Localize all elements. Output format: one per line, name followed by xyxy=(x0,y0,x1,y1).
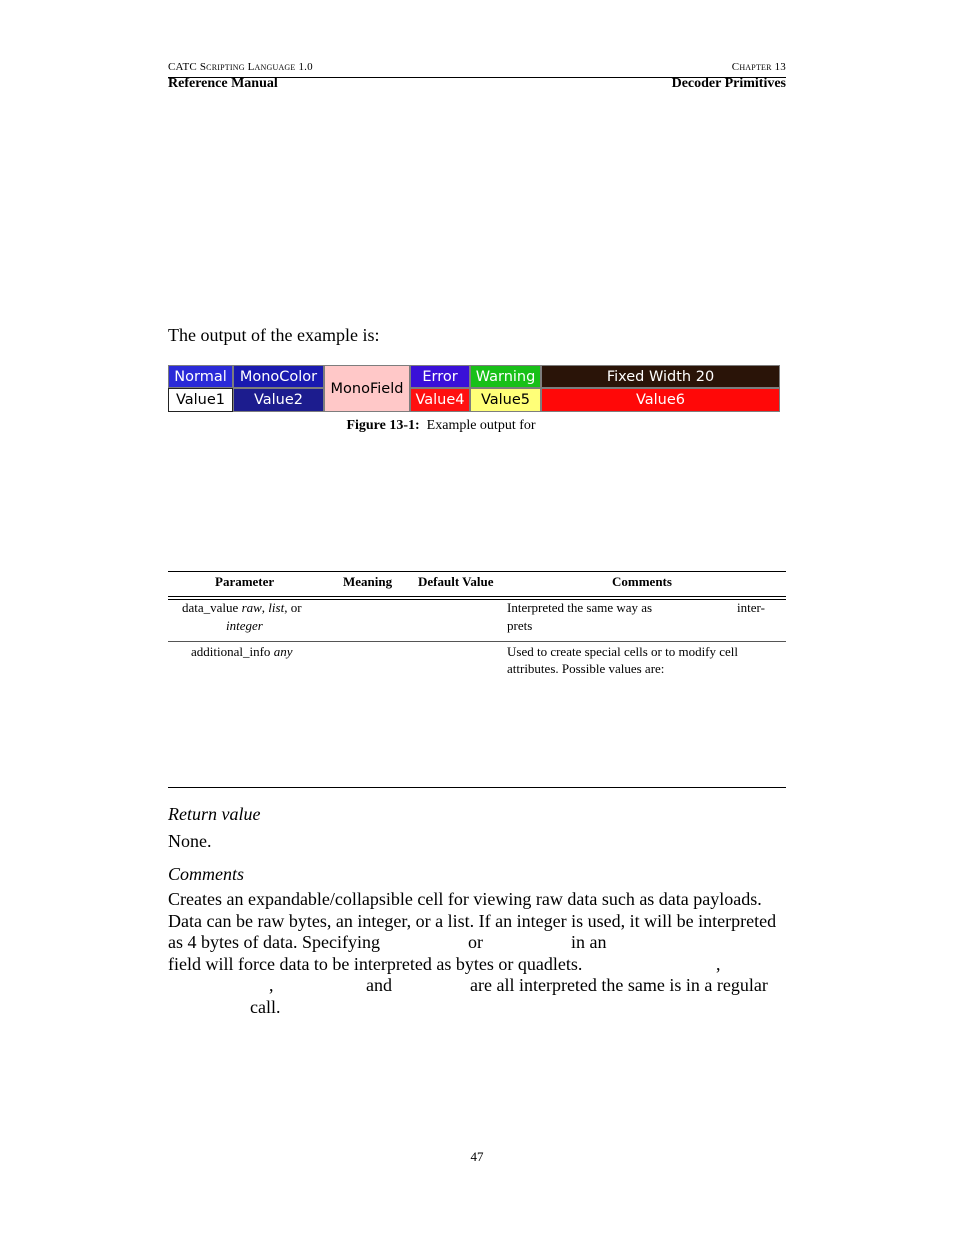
table-row-2-param xyxy=(191,643,292,661)
col-header-meaning: Meaning xyxy=(343,574,393,589)
comments-line: as 4 bytes of data. Specifying xyxy=(168,932,380,953)
table-top-rule xyxy=(168,571,786,572)
normal-value-cell: Value1 xyxy=(168,388,233,412)
caption-text: Example output for xyxy=(426,418,536,433)
running-header-section: Decoder Primitives xyxy=(671,76,786,91)
intro-text: The output of the example is: xyxy=(168,325,380,345)
warning-value-cell: Value5 xyxy=(470,388,541,412)
param-type: raw xyxy=(241,600,262,615)
page-number: 47 xyxy=(470,1149,484,1164)
error-value-cell: Value4 xyxy=(410,388,470,412)
col-header-default-value: Default Value xyxy=(418,574,494,589)
table-row-1-param-type xyxy=(226,617,263,635)
normal-header-cell: Normal xyxy=(168,365,233,388)
table-row-1-comment-line1b: inter- xyxy=(737,600,765,615)
comments-line: Creates an expandable/collapsible cell for viewing raw data such as data payloads. xyxy=(168,889,762,909)
col-header-comments: Comments xyxy=(612,574,672,589)
caption-label: Figure 13-1: xyxy=(346,418,420,433)
comments-line: are all interpreted the same is in a regular xyxy=(470,975,768,996)
running-header-chapter: Chapter 13 xyxy=(731,61,786,73)
comments-line: and xyxy=(366,975,392,996)
comments-line: call. xyxy=(250,996,281,1017)
example-output-figure xyxy=(168,365,780,412)
table-row-2-comment-line2: attributes. Possible values are: xyxy=(507,661,665,676)
table-bottom-rule xyxy=(168,787,786,788)
param-type: integer xyxy=(226,618,263,633)
fixed-width-value-cell: Value6 xyxy=(541,388,780,412)
comments-heading: Comments xyxy=(168,864,244,884)
table-row-divider xyxy=(168,641,786,642)
comments-line: , xyxy=(716,953,721,974)
comments-line: field will force data to be interpreted as bytes or quadlets. xyxy=(168,953,583,974)
param-type: any xyxy=(273,644,293,659)
comments-line: Data can be raw bytes, an integer, or a list. If an integer is used, it will be interpreted xyxy=(168,910,777,931)
error-header-cell: Error xyxy=(410,365,470,388)
table-row-1-comment-line1: Interpreted the same way as xyxy=(507,600,653,615)
param-name: additional_info xyxy=(191,644,271,659)
col-header-parameter: Parameter xyxy=(215,574,275,589)
table-row-1-param xyxy=(182,599,302,617)
return-value-heading: Return value xyxy=(168,804,261,824)
running-header-manual: Reference Manual xyxy=(168,76,278,91)
param-type-sep: , or xyxy=(284,600,302,615)
table-row-2-comment-line1: Used to create special cells or to modify cell xyxy=(507,644,739,659)
table-row-1-comment-line2: prets xyxy=(507,618,533,633)
monofield-cell: MonoField xyxy=(324,365,410,412)
comments-line: or xyxy=(468,932,483,953)
running-header-title: CATC Scripting Language 1.0 xyxy=(168,61,313,73)
table-header-rule xyxy=(168,596,786,597)
figure-caption xyxy=(0,418,954,434)
return-value-text: None. xyxy=(168,831,212,851)
fixed-width-header-cell: Fixed Width 20 xyxy=(541,365,780,388)
comments-paragraph xyxy=(168,889,786,1019)
monocolor-value-cell: Value2 xyxy=(233,388,324,412)
param-type: list xyxy=(268,600,285,615)
comments-line: in an xyxy=(571,932,607,953)
comments-line: , xyxy=(269,975,274,996)
param-type-sep: , xyxy=(261,600,266,615)
monocolor-header-cell: MonoColor xyxy=(233,365,324,388)
param-name: data_value xyxy=(182,600,239,615)
warning-header-cell: Warning xyxy=(470,365,541,388)
